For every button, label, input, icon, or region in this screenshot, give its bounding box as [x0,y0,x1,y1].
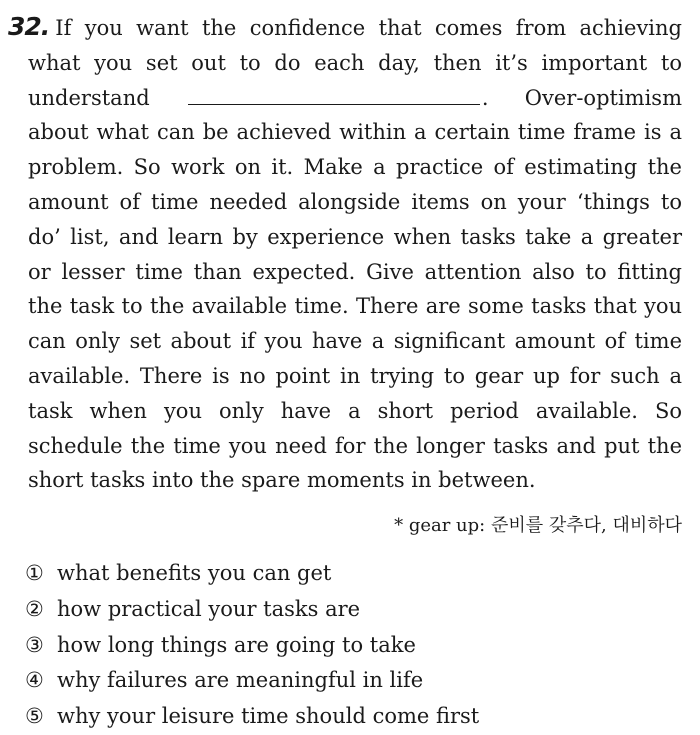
passage [8,10,682,498]
footnote: * gear up: 준비를 갖추다, 대비하다 [394,515,682,536]
choice-text: why failures are meaningful in life [57,668,424,693]
choice-number: ④ [25,668,44,693]
choice-text: how long things are going to take [57,632,416,657]
choice-number: ② [25,596,44,621]
choice-5[interactable] [25,699,479,735]
passage-text-before-blank: If you want the confidence that comes from achieving what you set out to do each day, then it’s important to understand [28,16,682,110]
answer-blank [188,82,480,105]
choice-number: ③ [25,632,44,657]
choice-text: what benefits you can get [57,561,332,585]
question-block [8,10,682,498]
choice-text: how practical your tasks are [57,596,361,621]
choice-number: ⑤ [25,704,44,729]
question-number: 32. [8,12,50,41]
choice-1[interactable] [25,556,479,592]
passage-text-after-blank: . Over-optimism about what can be achieved within a certain time frame is a problem. So work on it. Make a practice of estimating the amount of time needed alongside items on your ‘things to do’ list, and learn by experience when tasks take a greater or lesser time than expected. Give attention also to fitting the task to the available time. There are some tasks that you can only set about if you have a significant amount of time available. There is no point in trying to gear up for such a task when you only have a short period available. So schedule the time you need for the longer tasks and put the short tasks into the spare moments in between. [28,85,682,493]
choice-3[interactable] [25,628,479,664]
choice-number: ① [25,561,44,585]
choice-4[interactable] [25,663,479,699]
choice-2[interactable] [25,592,479,628]
choice-text: why your leisure time should come first [57,704,480,729]
answer-choices [25,556,479,735]
